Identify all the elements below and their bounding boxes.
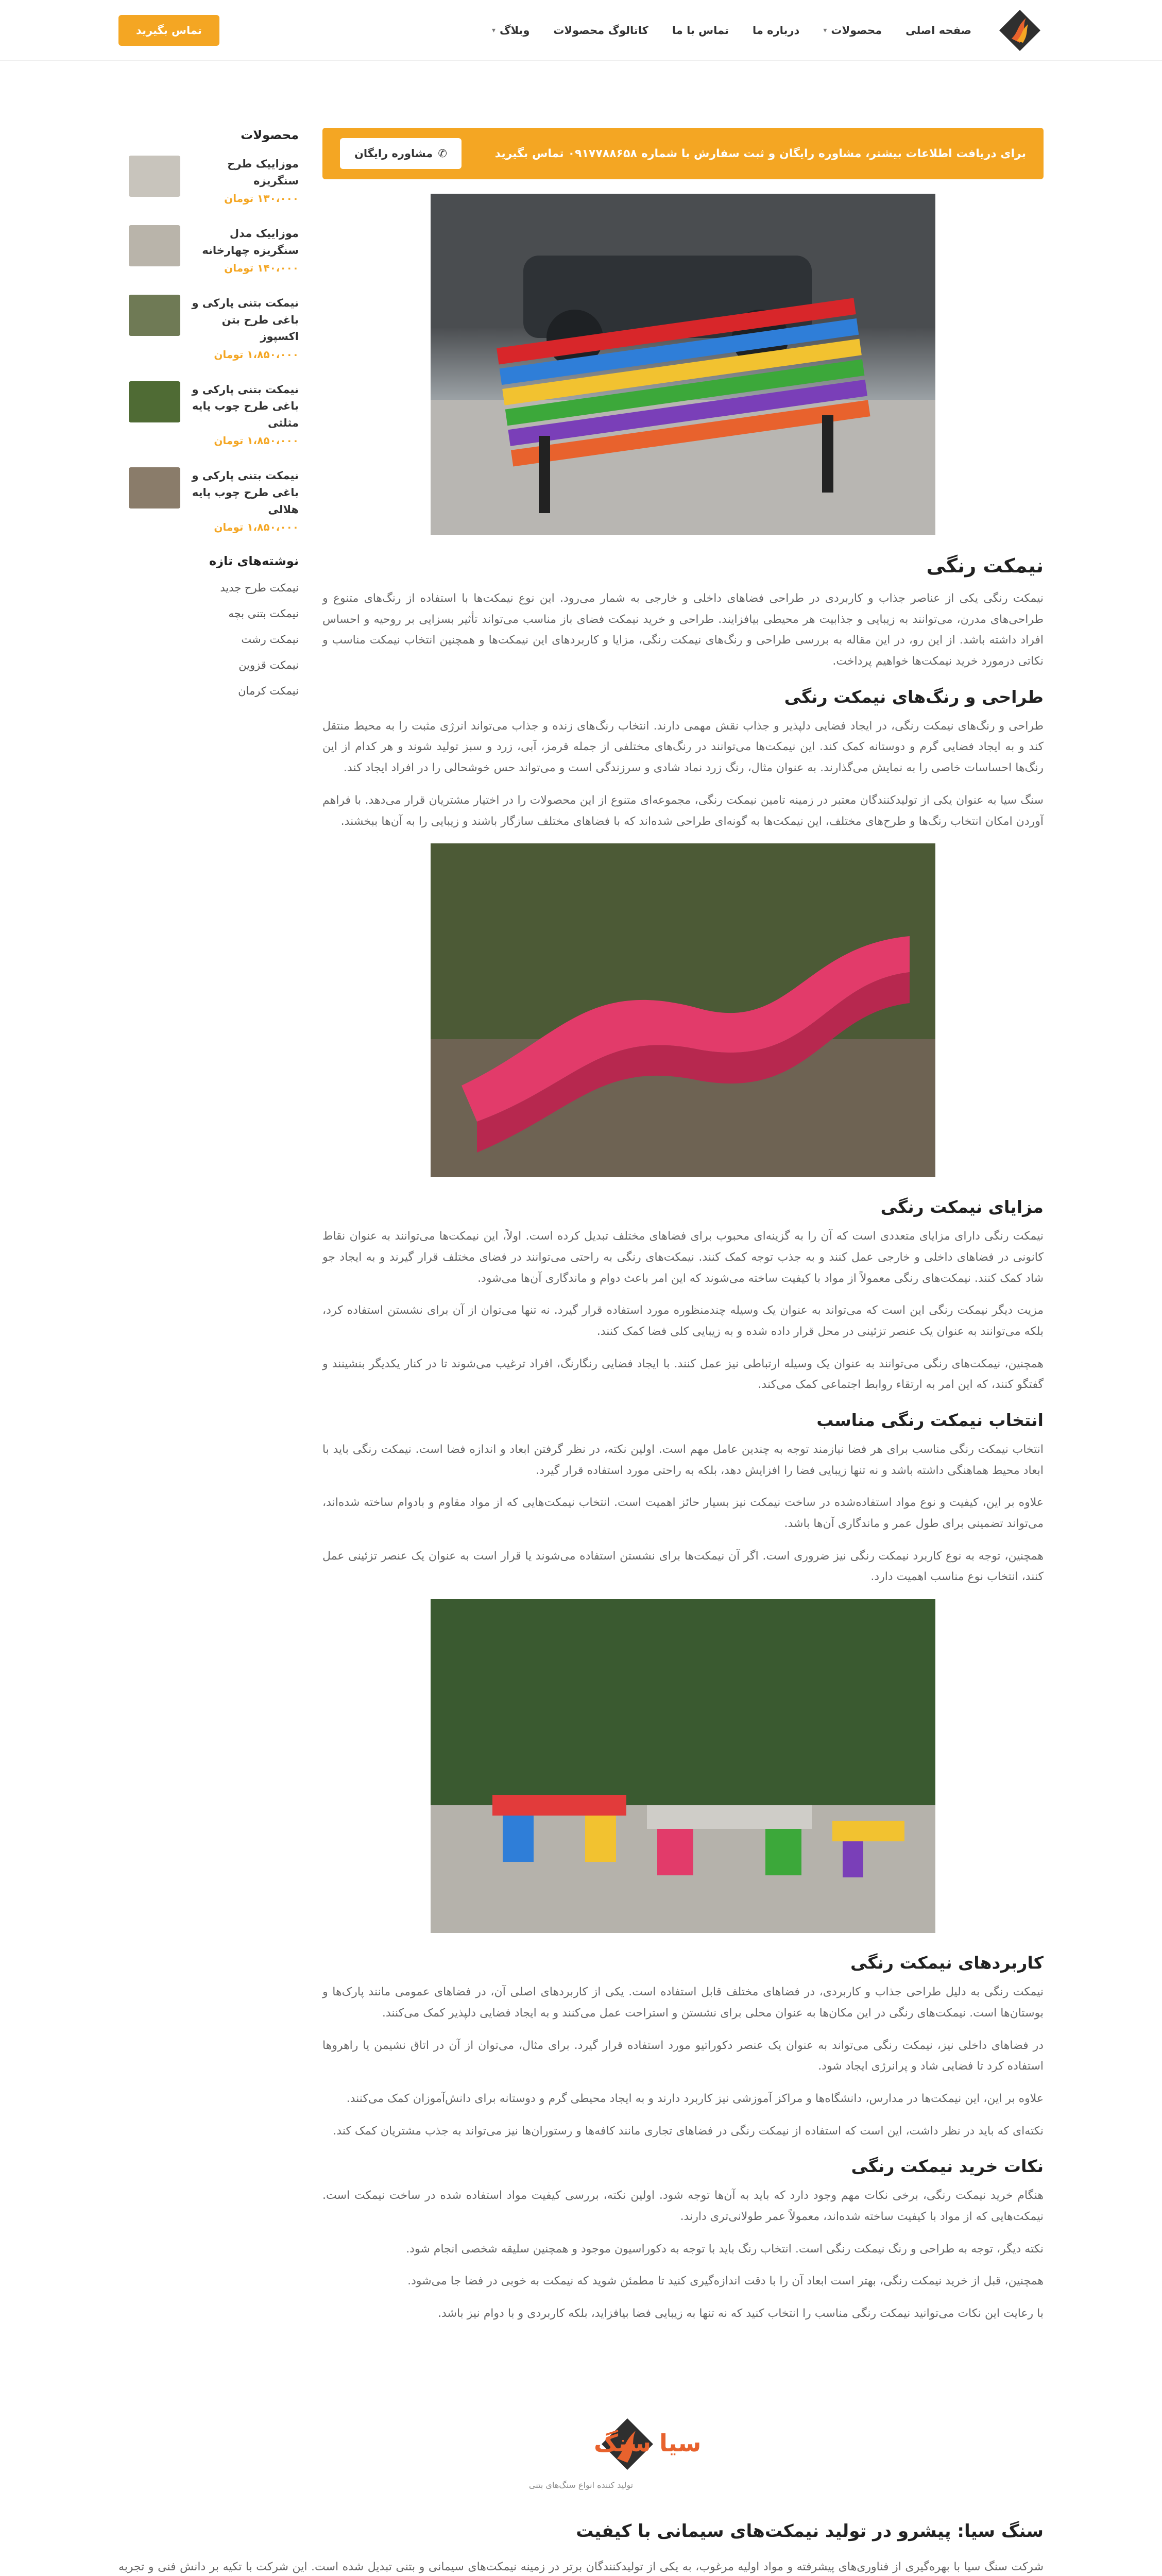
free-consult-button[interactable] xyxy=(340,138,462,169)
brand-tagline: تولید کننده انواع سنگ‌های بتنی xyxy=(528,2480,634,2490)
sidebar-product[interactable] xyxy=(129,381,299,447)
product-name[interactable]: موزاییک مدل سنگریزه چهارخانه xyxy=(202,227,299,257)
product-info xyxy=(189,295,299,361)
sidebar-product[interactable] xyxy=(129,295,299,361)
section-paragraph: علاوه بر این، کیفیت و نوع مواد استفاده‌شده در ساخت نیمکت نیز بسیار حائز اهمیت است. انتخاب نیمکت‌هایی که از مواد مقاوم و بادوام ساخته شده‌اند، می‌تواند تضمینی برای طول عمر و ماندگاری آن‌ها باشد. xyxy=(322,1496,1044,1531)
section-paragraph: سنگ سیا به عنوان یکی از تولیدکنندگان معتبر در زمینه تامین نیمکت رنگی، مجموعه‌ای متنوع از این محصولات را در اختیار مشتریان قرار می‌دهد. با فراهم آوردن امکان انتخاب رنگ‌ها و طرح‌های مختلف، این نیمکت‌ها به گونه‌ای طراحی شده‌اند که با فضاهای مختلف سازگار باشند و زیبایی را به آن‌ها ببخشند. xyxy=(322,793,1044,828)
product-price: ۱،۸۵۰،۰۰۰ تومان xyxy=(214,521,299,534)
banner-tail: تماس بگیرید xyxy=(494,147,564,160)
product-info xyxy=(189,381,299,447)
brand-block xyxy=(0,2413,1162,2490)
product-thumbnail[interactable] xyxy=(129,295,180,336)
section-heading: طراحی و رنگ‌های نیمکت رنگی xyxy=(784,686,1044,707)
section-paragraph: همچنین، توجه به نوع کاربرد نیمکت رنگی نیز ضروری است. اگر آن نیمکت‌ها برای نشستن استفاده می‌شوند یا قرار است به عنوان یک عنصر تزئینی عمل کنند، انتخاب نوع مناسب اهمیت دارد. xyxy=(322,1549,1044,1584)
section-paragraph: همچنین، نیمکت‌های رنگی می‌توانند به عنوان یک وسیله ارتباطی نیز عمل کنند. با ایجاد فضایی رنگارنگ، افراد ترغیب می‌شوند تا در کنار یکدیگر بنشینند و گفتگو کنند، که این امر به ارتقاء روابط اجتماعی کمک می‌کند. xyxy=(322,1357,1044,1392)
product-price: ۱،۸۵۰،۰۰۰ تومان xyxy=(214,348,299,361)
sidebar xyxy=(129,128,299,2336)
product-name[interactable]: موزاییک طرح سنگریزه xyxy=(227,158,299,187)
section-paragraph: مزیت دیگر نیمکت رنگی این است که می‌تواند به عنوان یک وسیله چندمنظوره مورد استفاده قرار گیرد. نه تنها می‌توان از آن برای نشستن استفاده کرد، بلکه می‌توانند به عنوان یک عنصر تزئینی در محل قرار داده شده و به زیبایی کلی فضا کمک کنند. xyxy=(322,1304,1044,1338)
section-paragraph: علاوه بر این، این نیمکت‌ها در مدارس، دانشگاه‌ها و مراکز آموزشی نیز کاربرد دارند و به ایجاد محیطی گرم و دوستانه برای دانش‌آموزان کمک می‌کنند. xyxy=(346,2092,1044,2105)
section-paragraph: انتخاب نیمکت رنگی مناسب برای هر فضا نیازمند توجه به چندین عامل مهم است. اولین نکته، در نظر گرفتن ابعاد و اندازه فضا است. نیمکت رنگی باید با ابعاد محیط هماهنگی داشته باشد و نه تنها زیبایی فضا را افزایش دهد، بلکه به راحتی مورد استفاده قرار گیرد. xyxy=(322,1443,1044,1477)
phone-icon: ✆ xyxy=(438,147,447,160)
main-nav xyxy=(492,24,971,37)
nav-item-label: وبلاگ xyxy=(500,24,530,37)
section-paragraph: نکته دیگر، توجه به طراحی و رنگ نیمکت رنگی است. انتخاب رنگ باید با توجه به دکوراسیون موجود و همچنین سلیقه شخصی انجام شود. xyxy=(406,2242,1044,2256)
product-price: ۱،۸۵۰،۰۰۰ تومان xyxy=(214,434,299,447)
product-thumbnail[interactable] xyxy=(129,225,180,266)
product-price: ۱۳۰،۰۰۰ تومان xyxy=(224,192,299,205)
product-name[interactable]: نیمکت بتنی پارکی و باغی طرح بتن اکسپوز xyxy=(192,297,299,343)
about-paragraph: شرکت سنگ سیا با بهره‌گیری از فناوری‌های پیشرفته و مواد اولیه مرغوب، به یکی از تولیدکنندگان برتر در زمینه نیمکت‌های سیمانی و بتنی تبدیل شده است. این شرکت با تکیه بر دانش فنی و تجربه xyxy=(118,2560,1044,2573)
bench-image xyxy=(431,843,935,1177)
product-price: ۱۴۰،۰۰۰ تومان xyxy=(224,262,299,275)
recent-post-link[interactable]: نیمکت طرح جدید xyxy=(220,582,299,595)
sidebar-products xyxy=(129,156,299,533)
section-heading: کاربردهای نیمکت رنگی xyxy=(850,1953,1044,1973)
section-heading: انتخاب نیمکت رنگی مناسب xyxy=(816,1410,1044,1430)
nav-item[interactable] xyxy=(672,24,729,37)
chevron-down-icon: ▾ xyxy=(823,26,827,35)
recent-post-link[interactable]: نیمکت رشت xyxy=(241,633,299,646)
about-heading: سنگ سیا: پیشرو در تولید نیمکت‌های سیمانی با کیفیت xyxy=(576,2520,1044,2541)
section-paragraph: با رعایت این نکات می‌توانید نیمکت رنگی مناسب را انتخاب کنید که نه تنها به زیبایی فضا بیافزاید، بلکه کاربردی و با دوام نیز باشد. xyxy=(438,2307,1044,2320)
section-paragraph: نیمکت رنگی به دلیل طراحی جذاب و کاربردی، در فضاهای مختلف قابل استفاده است. یکی از کاربردهای اصلی آن، در فضاهای عمومی مانند پارک‌ها و بوستان‌ها است. نیمکت‌های رنگی در این مکان‌ها به عنوان محلی برای نشستن و استراحت عمل می‌کنند و به ایجاد فضایی دلپذیر کمک می‌کنند. xyxy=(322,1986,1044,2020)
section-paragraph: نیمکت رنگی دارای مزایای متعددی است که آن را به گزینه‌ای محبوب برای فضاهای مختلف تبدیل کرده است. اولاً، این نیمکت‌ها می‌توانند به عنوان نقاط کانونی در فضاهای داخلی و خارجی عمل کنند و به جذب توجه کمک کنند. نیمکت‌های رنگی به راحتی می‌توانند در فضای مختلف قرار گیرند و به ایجاد جو شاد کمک کنند. نیمکت‌های رنگی معمولاً از مواد با کیفیت ساخته می‌شوند که این امر باعث دوام و ماندگاری آن‌ها می‌شود. xyxy=(322,1230,1044,1285)
consult-banner xyxy=(322,128,1044,179)
product-name[interactable]: نیمکت بتنی پارکی و باغی طرح چوب پایه هلالی xyxy=(192,469,299,516)
nav-item[interactable] xyxy=(753,24,799,37)
free-consult-label: مشاوره رایگان xyxy=(354,147,433,160)
banner-phone[interactable]: ۰۹۱۷۷۸۸۶۵۸ xyxy=(568,147,637,160)
sidebar-products-heading: محصولات xyxy=(241,128,299,142)
section-paragraph: هنگام خرید نیمکت رنگی، برخی نکات مهم وجود دارد که باید به آن‌ها توجه شود. اولین نکته، بررسی کیفیت مواد استفاده شده در ساخت نیمکت است. نیمکت‌هایی که از مواد با کیفیت ساخته شده‌اند، معمولاً عمر طولانی‌تری دارند. xyxy=(322,2189,1044,2223)
content-wrap xyxy=(0,61,1162,2336)
article-sections xyxy=(322,687,1044,2325)
sidebar-posts-heading: نوشته‌های تازه xyxy=(209,554,299,569)
sidebar-product[interactable] xyxy=(129,467,299,533)
product-thumbnail[interactable] xyxy=(129,381,180,422)
nav-item-label: درباره ما xyxy=(752,24,800,37)
product-info xyxy=(189,467,299,533)
nav-item[interactable] xyxy=(553,24,648,37)
article-intro: نیمکت رنگی یکی از عناصر جذاب و کاربردی در طراحی فضاهای داخلی و خارجی به شمار می‌رود. این نوع نیمکت‌ها با استفاده از رنگ‌های متنوع و طراحی‌های مدرن، می‌توانند به زیبایی و جذابیت هر محیطی بیافزایند. طراحی و خرید نیمکت فضای باز مناسب می‌تواند تأثیر بسزایی بر روحیه و احساس افراد داشته باشد. از این رو، در این مقاله به بررسی طراحی و رنگ‌های نیمکت رنگی، مزایا و کاربردهای این نیمکت‌ها و همچنین انتخاب نیمکت مناسب و نکاتی درمورد خرید نیمکت‌ها خواهیم پرداخت. xyxy=(322,592,1044,668)
nav-item[interactable] xyxy=(492,24,529,37)
nav-item[interactable] xyxy=(905,24,971,37)
recent-post-link[interactable]: نیمکت بتنی بچه xyxy=(228,607,299,620)
nav-item-label: کاتالوگ محصولات xyxy=(553,24,648,37)
section-heading: مزایای نیمکت رنگی xyxy=(880,1197,1044,1217)
brand-name: سیا سنگ xyxy=(594,2429,702,2457)
call-us-button[interactable]: تماس بگیرید xyxy=(118,15,219,46)
chevron-down-icon: ▾ xyxy=(491,26,496,35)
article-title: نیمکت رنگی xyxy=(926,554,1044,577)
section-paragraph: در فضاهای داخلی نیز، نیمکت رنگی می‌تواند به عنوان یک عنصر دکوراتیو مورد استفاده قرار گیرد. برای مثال، می‌توان از آن در اتاق نشیمن یا راهروها استفاده کرد تا فضایی شاد و پرانرژی ایجاد شود. xyxy=(322,2039,1044,2073)
logo-mark-icon xyxy=(996,7,1044,54)
section-paragraph: همچنین، قبل از خرید نیمکت رنگی، بهتر است ابعاد آن را با دقت اندازه‌گیری کنید تا مطمئن شوید که نیمکت به خوبی در فضا جا می‌شود. xyxy=(407,2275,1044,2288)
about-section xyxy=(0,2521,1162,2576)
article-main xyxy=(322,128,1044,2336)
sidebar-posts xyxy=(129,582,299,697)
section-heading: نکات خرید نیمکت رنگی xyxy=(851,2156,1044,2177)
banner-text: برای دریافت اطلاعات بیشتر، مشاوره رایگان و ثبت سفارش با شماره xyxy=(641,147,1026,160)
product-name[interactable]: نیمکت بتنی پارکی و باغی طرح چوب پایه مثلثی xyxy=(192,383,299,429)
product-thumbnail[interactable] xyxy=(129,156,180,197)
nav-item-label: محصولات xyxy=(831,24,882,37)
brand-logo-icon xyxy=(504,2413,702,2475)
colorful-bench-image xyxy=(431,194,935,535)
nav-item[interactable] xyxy=(823,24,882,37)
about-paragraphs xyxy=(118,2557,1044,2576)
sidebar-product[interactable] xyxy=(129,156,299,205)
bench-image xyxy=(431,1599,935,1933)
recent-post-link[interactable]: نیمکت قزوین xyxy=(238,659,299,672)
site-logo[interactable] xyxy=(996,7,1044,54)
nav-item-label: صفحه اصلی xyxy=(905,24,971,37)
product-thumbnail[interactable] xyxy=(129,467,180,509)
sidebar-product[interactable] xyxy=(129,225,299,274)
recent-post-link[interactable]: نیمکت کرمان xyxy=(238,685,299,698)
nav-item-label: تماس با ما xyxy=(672,24,729,37)
section-paragraph: نکته‌ای که باید در نظر داشت، این است که استفاده از نیمکت رنگی در فضاهای تجاری مانند کافه‌ها و رستوران‌ها نیز می‌تواند به جذب مشتریان کمک کند. xyxy=(333,2124,1044,2138)
product-info xyxy=(189,156,299,205)
site-header xyxy=(0,0,1162,61)
product-info xyxy=(189,225,299,274)
section-paragraph: طراحی و رنگ‌های نیمکت رنگی، در ایجاد فضایی دلپذیر و جذاب نقش مهمی دارند. انتخاب رنگ‌های زنده و جذاب می‌تواند انرژی مثبت را به محیط منتقل کند و به ایجاد فضایی گرم و دوستانه کمک کند. این نیمکت‌ها می‌توانند در رنگ‌های مختلفی از جمله قرمز، آبی، زرد و سبز تولید شوند و هر کدام از این رنگ‌ها احساسات خاصی را به نمایش می‌گذارند. به عنوان مثال، رنگ زرد نماد شادی و سرزندگی است و می‌تواند حس خوشحالی را در افراد ایجاد کند. xyxy=(322,719,1044,775)
